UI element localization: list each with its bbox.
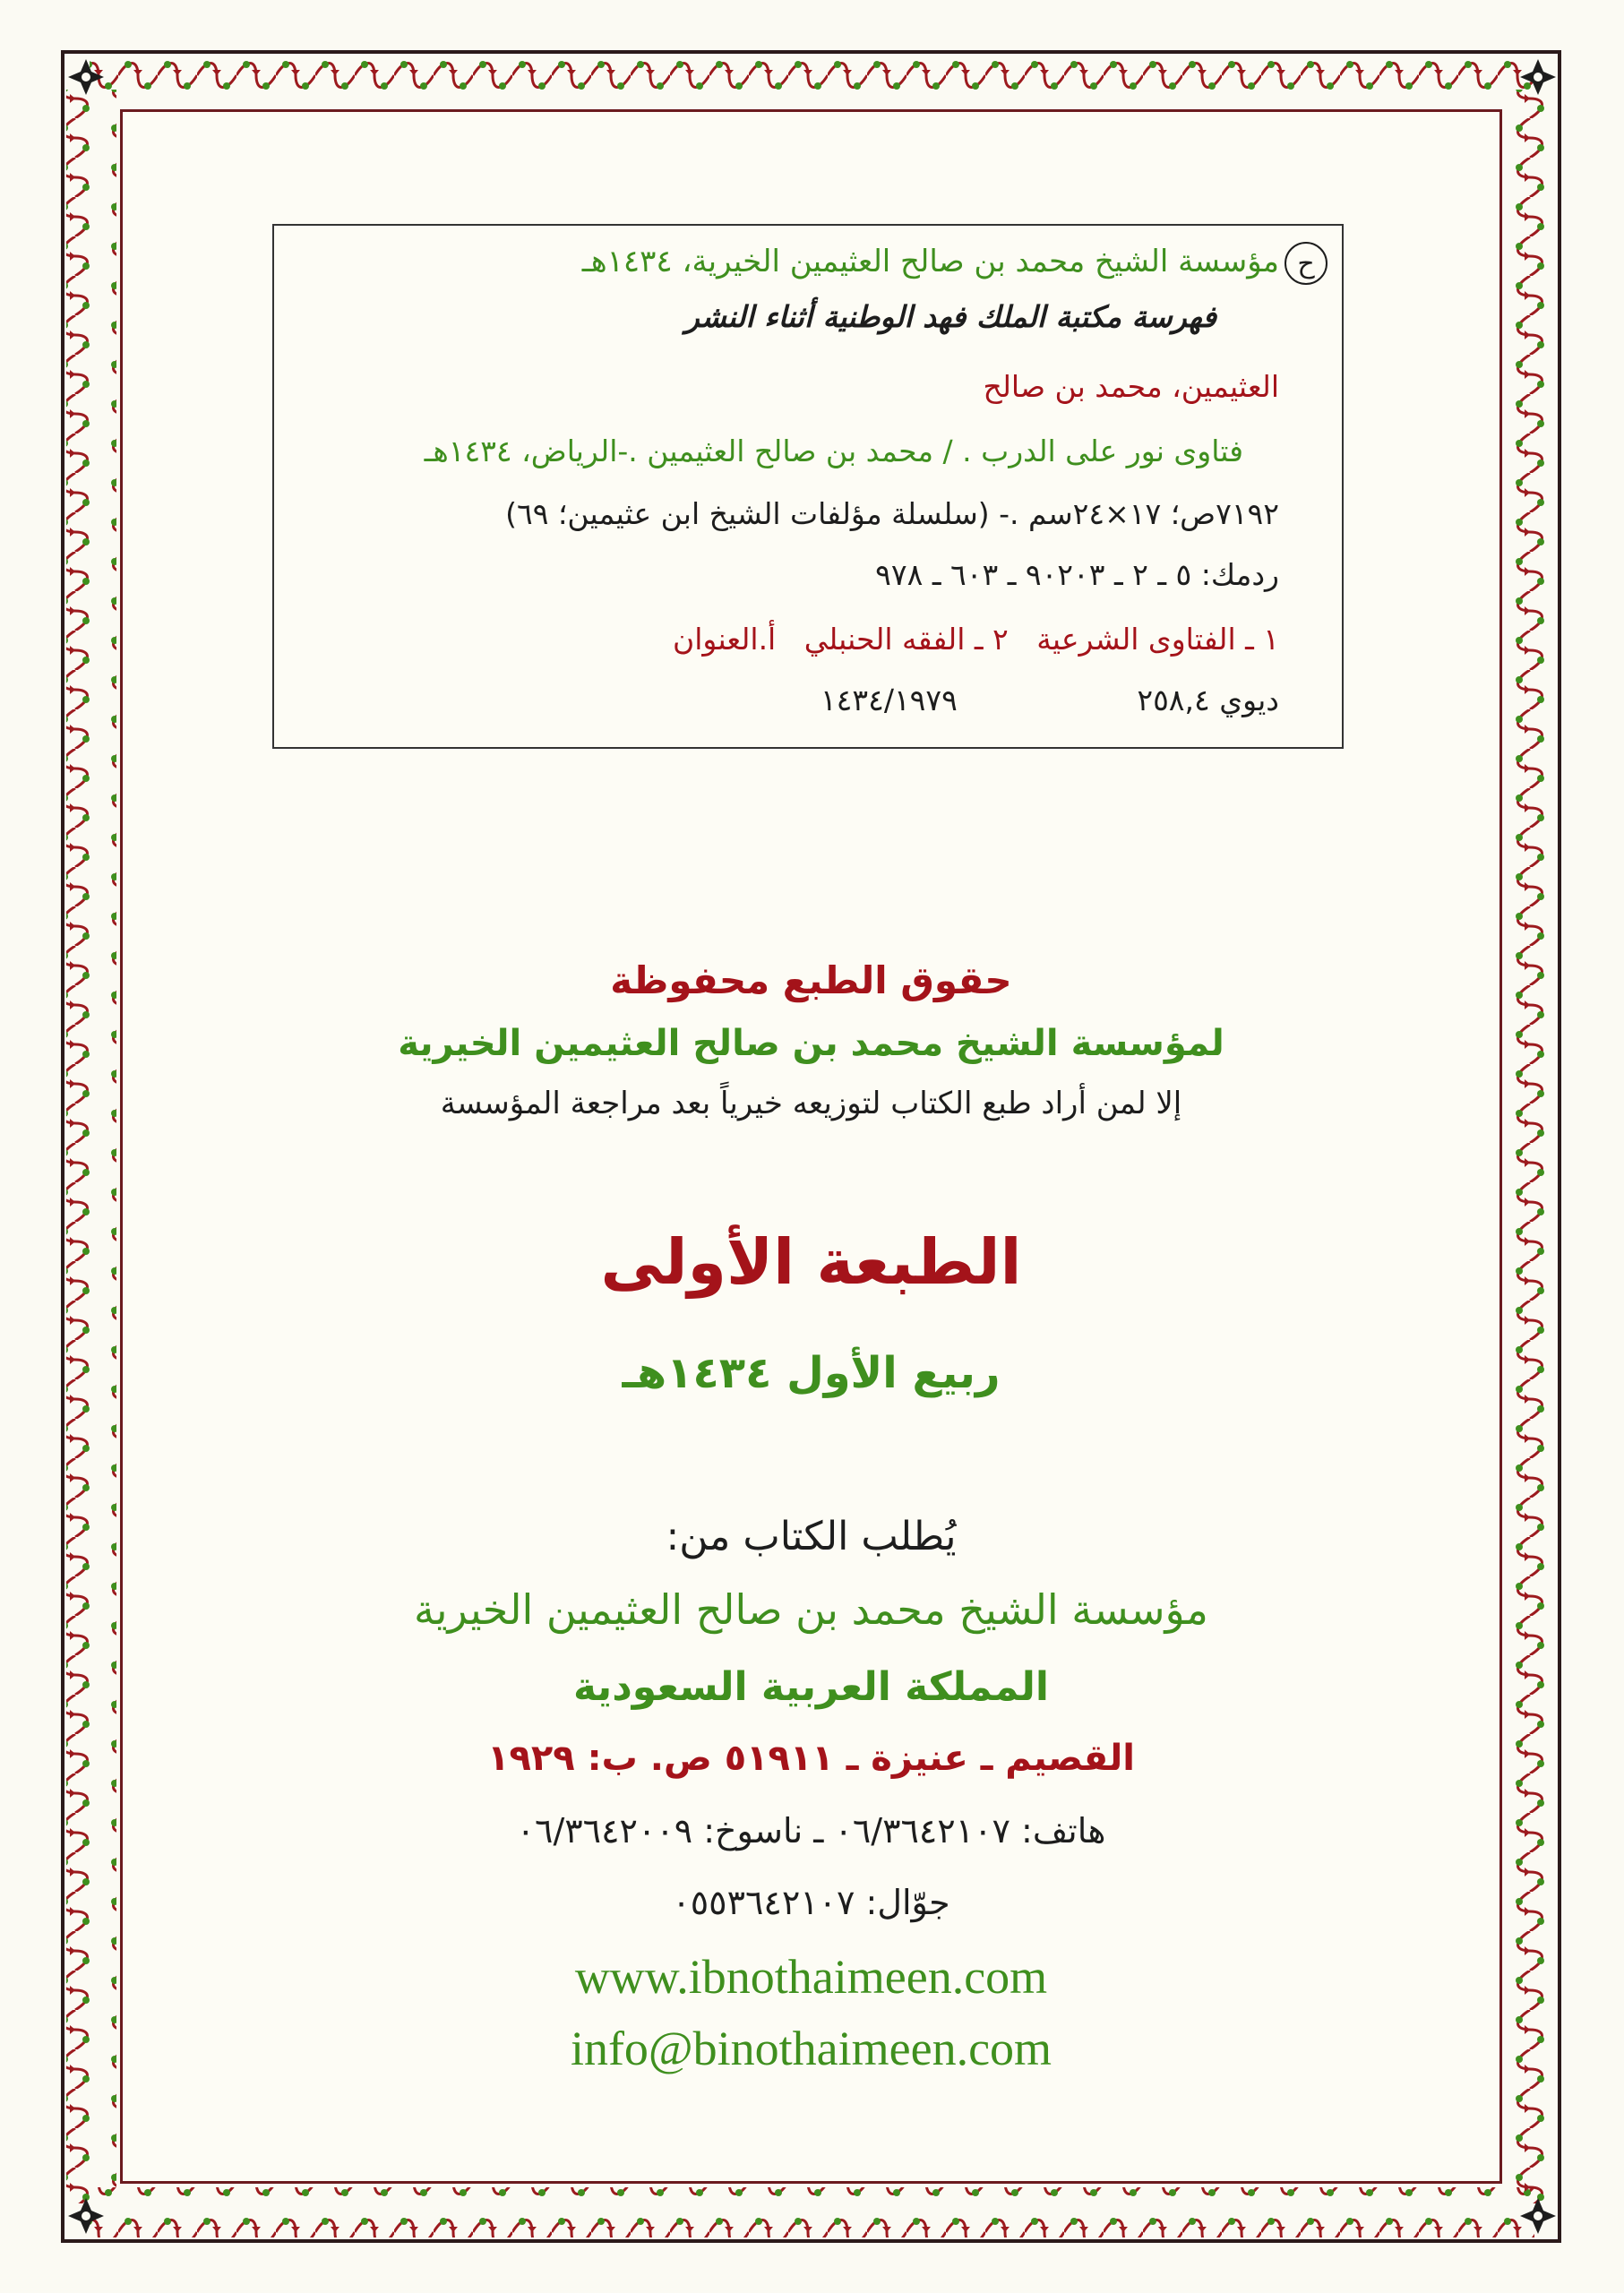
catalog-subjects-line: ١ ـ الفتاوى الشرعية ٢ ـ الفقه الحنبلي أ.العنوان [673,622,1279,657]
contact-intro: يُطلب الكتاب من: [666,1514,957,1559]
dewey-number: ديوي ٢٥٨,٤ [1137,683,1279,717]
edition-date: ربيع الأول ١٤٣٤هـ [622,1348,1001,1398]
catalog-author: العثيمين، محمد بن صالح [983,369,1279,404]
rights-note: إلا لمن أراد طبع الكتاب لتوزيعه خيرياً بعد مراجعة المؤسسة [440,1086,1182,1121]
contact-address: القصيم ـ عنيزة ـ ٥١٩١١ ص. ب: ١٩٢٩ [487,1738,1135,1779]
contact-mobile: جوّال: ٠٥٥٣٦٤٢١٠٧ [672,1883,950,1922]
catalog-cip-heading: فهرسة مكتبة الملك فهد الوطنية أثناء النشر [684,299,1216,334]
catalog-dewey [310,683,1279,718]
rights-heading: حقوق الطبع محفوظة [610,958,1012,1002]
copyright-mark: ح [1285,242,1328,285]
deposit-number: ١٤٣٤/١٩٧٩ [820,683,958,717]
catalog-isbn-line: ردمك: ٥ ـ ٢ ـ ٩٠٢٠٣ ـ ٦٠٣ ـ ٩٧٨ [875,557,1279,592]
corner-ornament-icon [66,2196,106,2236]
contact-organization: مؤسسة الشيخ محمد بن صالح العثيمين الخيرية [414,1585,1208,1634]
corner-ornament-icon [1518,2196,1558,2236]
website-link[interactable]: www.ibnothaimeen.com [574,1950,1048,2004]
catalog-publisher-line: مؤسسة الشيخ محمد بن صالح العثيمين الخيرية، ١٤٣٤هـ [581,244,1279,279]
contact-country: المملكة العربية السعودية [572,1664,1050,1710]
email-link[interactable]: info@binothaimeen.com [570,2022,1053,2075]
contact-phones: هاتف: ٠٦/٣٦٤٢١٠٧ ـ ناسوخ: ٠٦/٣٦٤٢٠٠٩ [516,1811,1106,1851]
catalog-extent-line: ٧١٩٢ص؛ ١٧×٢٤سم .- (سلسلة مؤلفات الشيخ ابن عثيمين؛ ٦٩) [505,496,1279,531]
catalog-title-line: فتاوى نور على الدرب . / محمد بن صالح العثيمين .-الرياض، ١٤٣٤هـ [424,434,1243,468]
corner-ornament-icon [1518,57,1558,97]
rights-owner: لمؤسسة الشيخ محمد بن صالح العثيمين الخيرية [398,1023,1224,1064]
edition-title: الطبعة الأولى [600,1225,1022,1299]
cataloging-card [272,224,1344,749]
corner-ornament-icon [66,57,106,97]
